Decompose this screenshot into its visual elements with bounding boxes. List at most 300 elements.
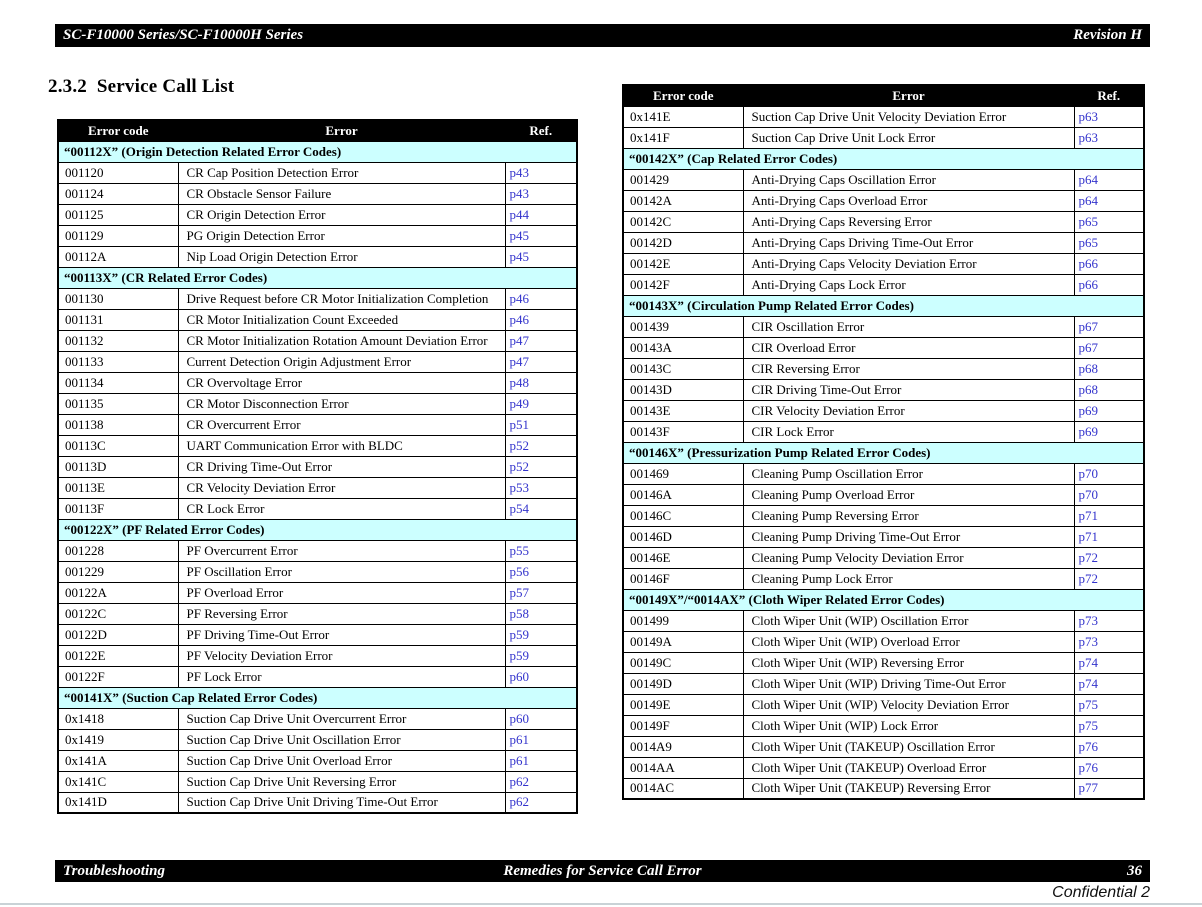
error-description-cell: Suction Cap Drive Unit Velocity Deviation Error xyxy=(743,106,1074,127)
ref-cell xyxy=(1074,547,1144,568)
section-title: 2.3.2 Service Call List xyxy=(48,76,235,97)
ref-page-link[interactable]: p71 xyxy=(1078,507,1098,523)
error-description-cell: Cleaning Pump Overload Error xyxy=(743,484,1074,505)
ref-cell xyxy=(505,372,577,393)
ref-page-link[interactable]: p70 xyxy=(1078,465,1098,481)
error-description-cell: CR Motor Disconnection Error xyxy=(178,393,505,414)
error-description-cell: Suction Cap Drive Unit Oscillation Error xyxy=(178,729,505,750)
ref-page-link[interactable]: p56 xyxy=(509,563,529,579)
ref-cell xyxy=(1074,736,1144,757)
error-description-cell: CR Motor Initialization Count Exceeded xyxy=(178,309,505,330)
error-code-cell: 001132 xyxy=(58,330,178,351)
ref-page-link[interactable]: p76 xyxy=(1078,738,1098,754)
table-row xyxy=(58,183,577,204)
error-table xyxy=(622,84,1145,800)
ref-cell xyxy=(505,729,577,750)
col-header-ref: Ref. xyxy=(505,120,577,141)
ref-cell xyxy=(1074,421,1144,442)
section-header-label: “00149X”/“0014AX” (Cloth Wiper Related Error Codes) xyxy=(623,589,1144,610)
ref-page-link[interactable]: p52 xyxy=(509,437,529,453)
ref-page-link[interactable]: p59 xyxy=(509,626,529,642)
error-description-cell: Cloth Wiper Unit (WIP) Reversing Error xyxy=(743,652,1074,673)
table-row xyxy=(58,561,577,582)
table-row xyxy=(623,568,1144,589)
ref-cell xyxy=(505,645,577,666)
ref-page-link[interactable]: p69 xyxy=(1078,423,1098,439)
ref-page-link[interactable]: p47 xyxy=(509,353,529,369)
error-code-cell: 001124 xyxy=(58,183,178,204)
error-description-cell: Suction Cap Drive Unit Overcurrent Error xyxy=(178,708,505,729)
ref-cell xyxy=(505,708,577,729)
ref-page-link[interactable]: p60 xyxy=(509,710,529,726)
table-row xyxy=(58,351,577,372)
page-header-bar xyxy=(55,24,1150,47)
ref-page-link[interactable]: p53 xyxy=(509,479,529,495)
ref-page-link[interactable]: p69 xyxy=(1078,402,1098,418)
error-code-cell: 00113C xyxy=(58,435,178,456)
error-description-cell: Anti-Drying Caps Lock Error xyxy=(743,274,1074,295)
error-description-cell: CR Lock Error xyxy=(178,498,505,519)
error-code-cell: 0014AA xyxy=(623,757,743,778)
ref-cell xyxy=(505,183,577,204)
error-code-cell: 001138 xyxy=(58,414,178,435)
ref-cell xyxy=(505,624,577,645)
confidential-label: Confidential 2 xyxy=(1052,884,1150,901)
ref-page-link[interactable]: p51 xyxy=(509,416,529,432)
section-header-row xyxy=(58,519,577,540)
error-code-cell: 00122E xyxy=(58,645,178,666)
ref-page-link[interactable]: p63 xyxy=(1078,108,1098,124)
error-code-cell: 0x141E xyxy=(623,106,743,127)
ref-cell xyxy=(1074,358,1144,379)
section-header-label: “00141X” (Suction Cap Related Error Codes) xyxy=(58,687,577,708)
ref-cell xyxy=(1074,274,1144,295)
ref-page-link[interactable]: p72 xyxy=(1078,570,1098,586)
ref-cell xyxy=(505,393,577,414)
ref-page-link[interactable]: p57 xyxy=(509,584,529,600)
error-code-cell: 00122C xyxy=(58,603,178,624)
ref-cell xyxy=(1074,316,1144,337)
ref-page-link[interactable]: p44 xyxy=(509,206,529,222)
header-series-title: SC-F10000 Series/SC-F10000H Series xyxy=(63,27,304,43)
table-row xyxy=(58,393,577,414)
ref-cell xyxy=(505,603,577,624)
error-code-cell: 001129 xyxy=(58,225,178,246)
ref-page-link[interactable]: p55 xyxy=(509,542,529,558)
error-code-cell: 001125 xyxy=(58,204,178,225)
ref-page-link[interactable]: p43 xyxy=(509,185,529,201)
error-description-cell: Cloth Wiper Unit (TAKEUP) Oscillation Error xyxy=(743,736,1074,757)
ref-page-link[interactable]: p54 xyxy=(509,500,529,516)
ref-cell xyxy=(505,456,577,477)
section-header-row xyxy=(58,687,577,708)
error-description-cell: CR Overvoltage Error xyxy=(178,372,505,393)
ref-cell xyxy=(505,162,577,183)
ref-page-link[interactable]: p65 xyxy=(1078,213,1098,229)
ref-cell xyxy=(505,435,577,456)
error-description-cell: CR Overcurrent Error xyxy=(178,414,505,435)
ref-page-link[interactable]: p45 xyxy=(509,227,529,243)
table-row xyxy=(623,379,1144,400)
error-description-cell: Cloth Wiper Unit (TAKEUP) Reversing Error xyxy=(743,778,1074,799)
ref-cell xyxy=(505,540,577,561)
error-description-cell: Anti-Drying Caps Velocity Deviation Error xyxy=(743,253,1074,274)
col-header-error: Error xyxy=(178,120,505,141)
table-row xyxy=(58,414,577,435)
error-description-cell: Cloth Wiper Unit (TAKEUP) Overload Error xyxy=(743,757,1074,778)
error-description-cell: CIR Lock Error xyxy=(743,421,1074,442)
ref-page-link[interactable]: p49 xyxy=(509,395,529,411)
section-header-row xyxy=(623,148,1144,169)
ref-cell xyxy=(1074,190,1144,211)
ref-page-link[interactable]: p62 xyxy=(509,773,529,789)
table-row xyxy=(623,106,1144,127)
error-code-cell: 00142E xyxy=(623,253,743,274)
error-description-cell: Cloth Wiper Unit (WIP) Lock Error xyxy=(743,715,1074,736)
ref-page-link[interactable]: p74 xyxy=(1078,654,1098,670)
error-description-cell: PF Oscillation Error xyxy=(178,561,505,582)
table-row xyxy=(623,673,1144,694)
table-header-row xyxy=(58,120,577,141)
error-description-cell: Anti-Drying Caps Driving Time-Out Error xyxy=(743,232,1074,253)
footer-page-number: 36 xyxy=(1127,862,1142,879)
table-row xyxy=(58,477,577,498)
table-row xyxy=(623,337,1144,358)
table-row xyxy=(623,736,1144,757)
error-description-cell: PF Overcurrent Error xyxy=(178,540,505,561)
table-row xyxy=(623,211,1144,232)
error-code-cell: 0x141C xyxy=(58,771,178,792)
error-code-cell: 0014A9 xyxy=(623,736,743,757)
table-row xyxy=(623,652,1144,673)
page-footer-bar xyxy=(55,860,1150,882)
error-table xyxy=(57,119,578,814)
error-description-cell: Suction Cap Drive Unit Reversing Error xyxy=(178,771,505,792)
ref-cell xyxy=(1074,337,1144,358)
section-header-row xyxy=(58,267,577,288)
error-code-cell: 001135 xyxy=(58,393,178,414)
error-code-cell: 00122F xyxy=(58,666,178,687)
ref-page-link[interactable]: p64 xyxy=(1078,171,1098,187)
ref-page-link[interactable]: p68 xyxy=(1078,381,1098,397)
ref-page-link[interactable]: p75 xyxy=(1078,696,1098,712)
table-row xyxy=(623,715,1144,736)
ref-cell xyxy=(1074,631,1144,652)
error-code-cell: 001120 xyxy=(58,162,178,183)
error-code-cell: 001133 xyxy=(58,351,178,372)
error-code-cell: 00142D xyxy=(623,232,743,253)
ref-cell xyxy=(1074,106,1144,127)
ref-page-link[interactable]: p59 xyxy=(509,647,529,663)
error-description-cell: PF Lock Error xyxy=(178,666,505,687)
table-row xyxy=(623,547,1144,568)
error-code-cell: 00149D xyxy=(623,673,743,694)
error-code-cell: 0014AC xyxy=(623,778,743,799)
error-code-cell: 0x141A xyxy=(58,750,178,771)
ref-cell xyxy=(1074,778,1144,799)
ref-cell xyxy=(1074,757,1144,778)
ref-page-link[interactable]: p58 xyxy=(509,605,529,621)
error-code-cell: 001429 xyxy=(623,169,743,190)
error-code-cell: 0x141D xyxy=(58,792,178,813)
error-code-cell: 00143E xyxy=(623,400,743,421)
error-description-cell: Nip Load Origin Detection Error xyxy=(178,246,505,267)
ref-page-link[interactable]: p67 xyxy=(1078,318,1098,334)
error-code-cell: 00143C xyxy=(623,358,743,379)
ref-cell xyxy=(1074,127,1144,148)
error-description-cell: PG Origin Detection Error xyxy=(178,225,505,246)
ref-page-link[interactable]: p65 xyxy=(1078,234,1098,250)
ref-cell xyxy=(505,582,577,603)
error-code-cell: 00113D xyxy=(58,456,178,477)
table-row xyxy=(623,190,1144,211)
table-row xyxy=(58,204,577,225)
table-row xyxy=(623,463,1144,484)
error-description-cell: CR Motor Initialization Rotation Amount Deviation Error xyxy=(178,330,505,351)
table-row xyxy=(58,582,577,603)
error-code-cell: 00146C xyxy=(623,505,743,526)
error-code-cell: 0x1418 xyxy=(58,708,178,729)
table-row xyxy=(623,400,1144,421)
ref-cell xyxy=(1074,652,1144,673)
table-row xyxy=(58,729,577,750)
section-header-row xyxy=(58,141,577,162)
error-code-cell: 00146F xyxy=(623,568,743,589)
ref-cell xyxy=(505,309,577,330)
ref-page-link[interactable]: p66 xyxy=(1078,276,1098,292)
service-call-table-right xyxy=(622,84,1145,800)
table-row xyxy=(58,750,577,771)
table-row xyxy=(58,771,577,792)
ref-page-link[interactable]: p63 xyxy=(1078,129,1098,145)
ref-cell xyxy=(505,414,577,435)
table-row xyxy=(58,708,577,729)
ref-cell xyxy=(505,666,577,687)
table-row xyxy=(623,358,1144,379)
ref-cell xyxy=(505,792,577,813)
table-row xyxy=(623,274,1144,295)
ref-cell xyxy=(505,351,577,372)
error-code-cell: 001228 xyxy=(58,540,178,561)
error-description-cell: CR Velocity Deviation Error xyxy=(178,477,505,498)
error-code-cell: 00143D xyxy=(623,379,743,400)
error-description-cell: Cleaning Pump Driving Time-Out Error xyxy=(743,526,1074,547)
error-code-cell: 00122A xyxy=(58,582,178,603)
table-row xyxy=(58,435,577,456)
ref-page-link[interactable]: p70 xyxy=(1078,486,1098,502)
table-row xyxy=(58,162,577,183)
ref-page-link[interactable]: p76 xyxy=(1078,759,1098,775)
col-header-error-code: Error code xyxy=(623,85,743,106)
error-code-cell: 00142F xyxy=(623,274,743,295)
error-description-cell: CR Origin Detection Error xyxy=(178,204,505,225)
ref-cell xyxy=(1074,715,1144,736)
header-revision: Revision H xyxy=(1073,27,1142,43)
table-row xyxy=(58,645,577,666)
table-row xyxy=(623,169,1144,190)
error-description-cell: CIR Overload Error xyxy=(743,337,1074,358)
error-description-cell: Anti-Drying Caps Overload Error xyxy=(743,190,1074,211)
error-code-cell: 001134 xyxy=(58,372,178,393)
ref-page-link[interactable]: p46 xyxy=(509,311,529,327)
ref-cell xyxy=(505,330,577,351)
ref-cell xyxy=(505,477,577,498)
ref-page-link[interactable]: p67 xyxy=(1078,339,1098,355)
ref-page-link[interactable]: p47 xyxy=(509,332,529,348)
ref-cell xyxy=(505,771,577,792)
error-code-cell: 00146E xyxy=(623,547,743,568)
ref-page-link[interactable]: p66 xyxy=(1078,255,1098,271)
ref-cell xyxy=(1074,568,1144,589)
ref-page-link[interactable]: p46 xyxy=(509,290,529,306)
ref-page-link[interactable]: p48 xyxy=(509,374,529,390)
table-row xyxy=(58,246,577,267)
ref-cell xyxy=(1074,379,1144,400)
table-row xyxy=(58,624,577,645)
error-code-cell: 001499 xyxy=(623,610,743,631)
table-row xyxy=(58,288,577,309)
error-code-cell: 00149C xyxy=(623,652,743,673)
error-code-cell: 00149F xyxy=(623,715,743,736)
ref-page-link[interactable]: p68 xyxy=(1078,360,1098,376)
table-row xyxy=(623,757,1144,778)
error-code-cell: 0x1419 xyxy=(58,729,178,750)
ref-page-link[interactable]: p62 xyxy=(509,794,529,810)
ref-cell xyxy=(1074,526,1144,547)
col-header-ref: Ref. xyxy=(1074,85,1144,106)
table-row xyxy=(58,309,577,330)
ref-cell xyxy=(505,246,577,267)
error-description-cell: Cloth Wiper Unit (WIP) Velocity Deviation Error xyxy=(743,694,1074,715)
error-code-cell: 00143F xyxy=(623,421,743,442)
col-header-error-code: Error code xyxy=(58,120,178,141)
ref-page-link[interactable]: p64 xyxy=(1078,192,1098,208)
error-description-cell: Cleaning Pump Lock Error xyxy=(743,568,1074,589)
error-description-cell: Cleaning Pump Velocity Deviation Error xyxy=(743,547,1074,568)
error-code-cell: 00112A xyxy=(58,246,178,267)
section-header-row xyxy=(623,589,1144,610)
error-description-cell: Cleaning Pump Reversing Error xyxy=(743,505,1074,526)
ref-cell xyxy=(1074,232,1144,253)
ref-page-link[interactable]: p52 xyxy=(509,458,529,474)
table-header-row xyxy=(623,85,1144,106)
table-row xyxy=(58,225,577,246)
footer-section: Remedies for Service Call Error xyxy=(503,862,702,879)
error-description-cell: CIR Reversing Error xyxy=(743,358,1074,379)
col-header-error: Error xyxy=(743,85,1074,106)
ref-page-link[interactable]: p73 xyxy=(1078,612,1098,628)
error-code-cell: 00149A xyxy=(623,631,743,652)
table-row xyxy=(623,505,1144,526)
ref-page-link[interactable]: p72 xyxy=(1078,549,1098,565)
ref-page-link[interactable]: p43 xyxy=(509,164,529,180)
table-row xyxy=(58,666,577,687)
ref-cell xyxy=(1074,253,1144,274)
error-code-cell: 00146D xyxy=(623,526,743,547)
error-description-cell: Cloth Wiper Unit (WIP) Driving Time-Out Error xyxy=(743,673,1074,694)
error-description-cell: CR Cap Position Detection Error xyxy=(178,162,505,183)
table-row xyxy=(58,792,577,813)
error-description-cell: Cloth Wiper Unit (WIP) Oscillation Error xyxy=(743,610,1074,631)
table-row xyxy=(58,372,577,393)
error-description-cell: Suction Cap Drive Unit Lock Error xyxy=(743,127,1074,148)
error-code-cell: 00142A xyxy=(623,190,743,211)
ref-page-link[interactable]: p71 xyxy=(1078,528,1098,544)
table-row xyxy=(623,526,1144,547)
ref-page-link[interactable]: p61 xyxy=(509,752,529,768)
ref-page-link[interactable]: p60 xyxy=(509,668,529,684)
error-description-cell: PF Driving Time-Out Error xyxy=(178,624,505,645)
table-row xyxy=(623,316,1144,337)
error-description-cell: CIR Oscillation Error xyxy=(743,316,1074,337)
table-row xyxy=(623,694,1144,715)
ref-cell xyxy=(1074,610,1144,631)
table-row xyxy=(58,498,577,519)
error-code-cell: 00113F xyxy=(58,498,178,519)
ref-cell xyxy=(505,288,577,309)
page-bottom-rule xyxy=(0,903,1202,905)
section-header-row xyxy=(623,442,1144,463)
error-description-cell: Cloth Wiper Unit (WIP) Overload Error xyxy=(743,631,1074,652)
ref-page-link[interactable]: p73 xyxy=(1078,633,1098,649)
ref-cell xyxy=(505,750,577,771)
error-code-cell: 001229 xyxy=(58,561,178,582)
table-row xyxy=(623,421,1144,442)
error-description-cell: CIR Driving Time-Out Error xyxy=(743,379,1074,400)
ref-cell xyxy=(505,561,577,582)
error-code-cell: 0x141F xyxy=(623,127,743,148)
ref-cell xyxy=(505,225,577,246)
error-description-cell: Drive Request before CR Motor Initialization Completion xyxy=(178,288,505,309)
error-description-cell: PF Reversing Error xyxy=(178,603,505,624)
table-row xyxy=(58,330,577,351)
section-header-label: “00112X” (Origin Detection Related Error Codes) xyxy=(58,141,577,162)
table-row xyxy=(623,610,1144,631)
error-code-cell: 001131 xyxy=(58,309,178,330)
ref-cell xyxy=(1074,484,1144,505)
table-row xyxy=(623,127,1144,148)
error-code-cell: 00113E xyxy=(58,477,178,498)
error-code-cell: 00143A xyxy=(623,337,743,358)
ref-cell xyxy=(1074,505,1144,526)
error-description-cell: Anti-Drying Caps Reversing Error xyxy=(743,211,1074,232)
table-row xyxy=(58,540,577,561)
error-description-cell: CIR Velocity Deviation Error xyxy=(743,400,1074,421)
table-row xyxy=(623,253,1144,274)
ref-page-link[interactable]: p45 xyxy=(509,248,529,264)
section-header-label: “00122X” (PF Related Error Codes) xyxy=(58,519,577,540)
ref-cell xyxy=(505,204,577,225)
ref-page-link[interactable]: p77 xyxy=(1078,780,1098,796)
error-description-cell: Suction Cap Drive Unit Driving Time-Out Error xyxy=(178,792,505,813)
ref-cell xyxy=(1074,673,1144,694)
ref-cell xyxy=(1074,169,1144,190)
table-row xyxy=(58,603,577,624)
error-description-cell: Cleaning Pump Oscillation Error xyxy=(743,463,1074,484)
ref-page-link[interactable]: p75 xyxy=(1078,717,1098,733)
error-description-cell: CR Driving Time-Out Error xyxy=(178,456,505,477)
ref-cell xyxy=(1074,694,1144,715)
error-description-cell: Current Detection Origin Adjustment Error xyxy=(178,351,505,372)
section-header-label: “00146X” (Pressurization Pump Related Error Codes) xyxy=(623,442,1144,463)
ref-page-link[interactable]: p61 xyxy=(509,731,529,747)
ref-page-link[interactable]: p74 xyxy=(1078,675,1098,691)
section-header-label: “00143X” (Circulation Pump Related Error Codes) xyxy=(623,295,1144,316)
section-header-label: “00142X” (Cap Related Error Codes) xyxy=(623,148,1144,169)
error-description-cell: CR Obstacle Sensor Failure xyxy=(178,183,505,204)
section-header-label: “00113X” (CR Related Error Codes) xyxy=(58,267,577,288)
table-row xyxy=(623,484,1144,505)
